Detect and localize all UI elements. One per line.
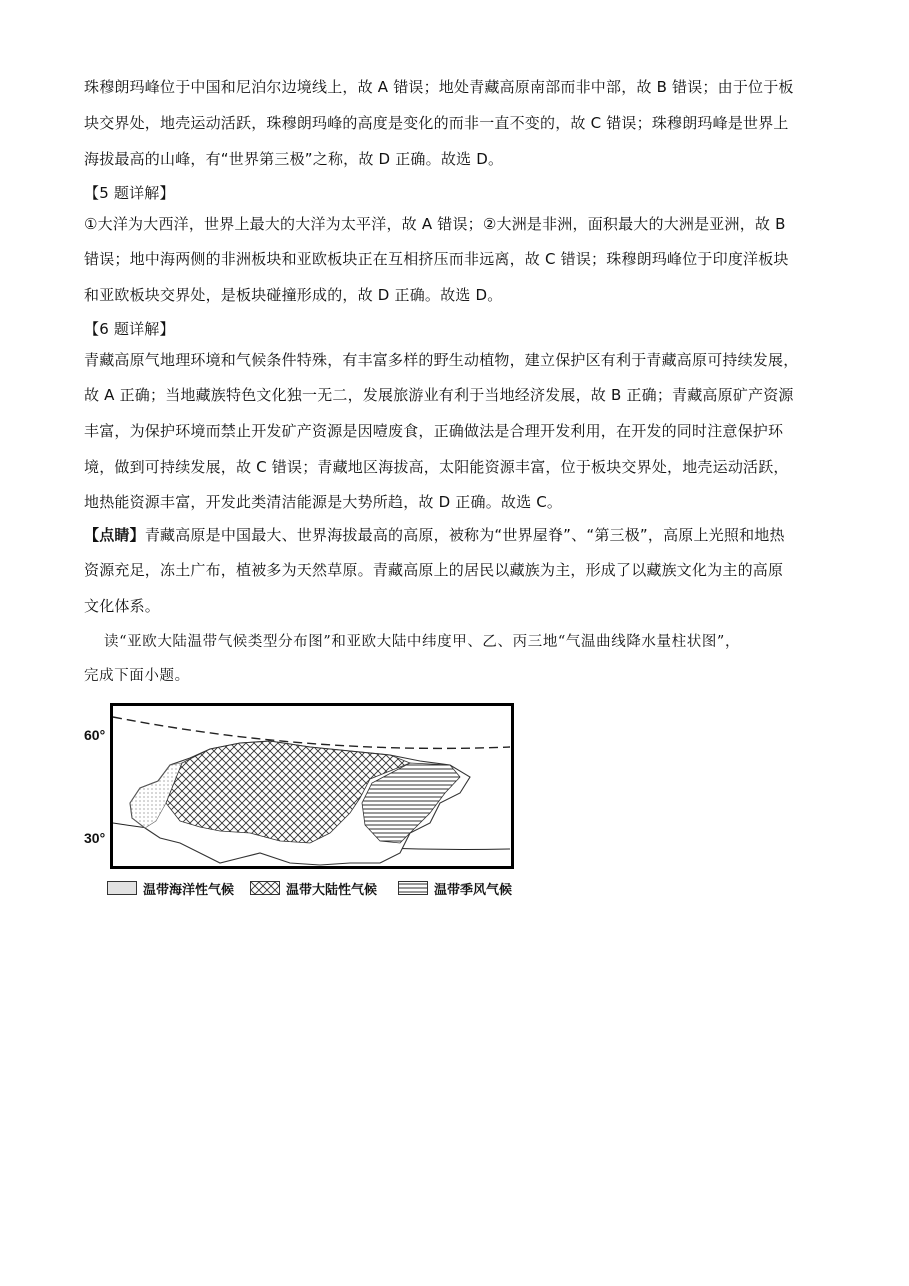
legend-monsoon [398,878,512,898]
text-line: 丰富，为保护环境而禁止开发矿产资源是因噎废食，正确做法是合理开发利用，在开发的同时注意保护环 [84,422,784,440]
text-line: 海拔最高的山峰，有“世界第三极”之称，故 D 正确。故选 D。 [84,150,504,168]
legend-swatch-continental [250,881,280,895]
point-text: 青藏高原是中国最大、世界海拔最高的高原，被称为“世界屋脊”、“第三极”，高原上光照和地热 [144,526,785,544]
question-line: 完成下面小题。 [84,668,190,684]
eurasia-climate-map [110,703,514,869]
question-line: 读“亚欧大陆温带气候类型分布图”和亚欧大陆中纬度甲、乙、丙三地“气温曲线降水量柱状图”， [104,634,741,650]
text-line: ①大洋为大西洋，世界上最大的大洋为太平洋，故 A 错误；②大洲是非洲，面积最大的大洲是亚洲，故 B [84,215,786,233]
legend-label: 温带季风气候 [434,882,513,898]
legend-swatch-oceanic [107,881,137,895]
latitude-30-label: 30° [84,830,106,846]
legend-label: 温带大陆性气候 [286,882,378,898]
latitude-60-label: 60° [84,727,106,743]
text-line: 文化体系。 [84,597,161,615]
text-line: 和亚欧板块交界处，是板块碰撞形成的，故 D 正确。故选 D。 [84,286,503,304]
text-line: 错误；地中海两侧的非洲板块和亚欧板块正在互相挤压而非远离，故 C 错误；珠穆朗玛峰位于印度洋板块 [84,250,789,268]
text-line: 境，做到可持续发展，故 C 错误；青藏地区海拔高，太阳能资源丰富，位于板块交界处，地壳运动活跃， [84,458,789,476]
text-line: 青藏高原气地理环境和气候条件特殊，有丰富多样的野生动植物，建立保护区有利于青藏高原可持续发展， [84,351,799,369]
section-heading: 【5 题详解】 [84,184,175,202]
point-line [84,525,785,545]
legend-oceanic [107,878,234,898]
text-line: 珠穆朗玛峰位于中国和尼泊尔边境线上，故 A 错误；地处青藏高原南部而非中部，故 B 错误；由于位于板 [84,78,794,96]
legend-label: 温带海洋性气候 [143,882,235,898]
text-line: 故 A 正确；当地藏族特色文化独一无二，发展旅游业有利于当地经济发展，故 B 正确；青藏高原矿产资源 [84,386,794,404]
text-line: 地热能资源丰富，开发此类清洁能源是大势所趋，故 D 正确。故选 C。 [84,493,563,511]
legend-swatch-monsoon [398,881,428,895]
legend-continental [250,878,377,898]
text-line: 资源充足，冻土广布，植被多为天然草原。青藏高原上的居民以藏族为主，形成了以藏族文化为主的高原 [84,561,784,579]
section-heading: 【6 题详解】 [84,320,175,338]
text-line: 块交界处，地壳运动活跃，珠穆朗玛峰的高度是变化的而非一直不变的，故 C 错误；珠穆朗玛峰是世界上 [84,114,789,132]
point-tag: 【点睛】 [84,526,145,544]
